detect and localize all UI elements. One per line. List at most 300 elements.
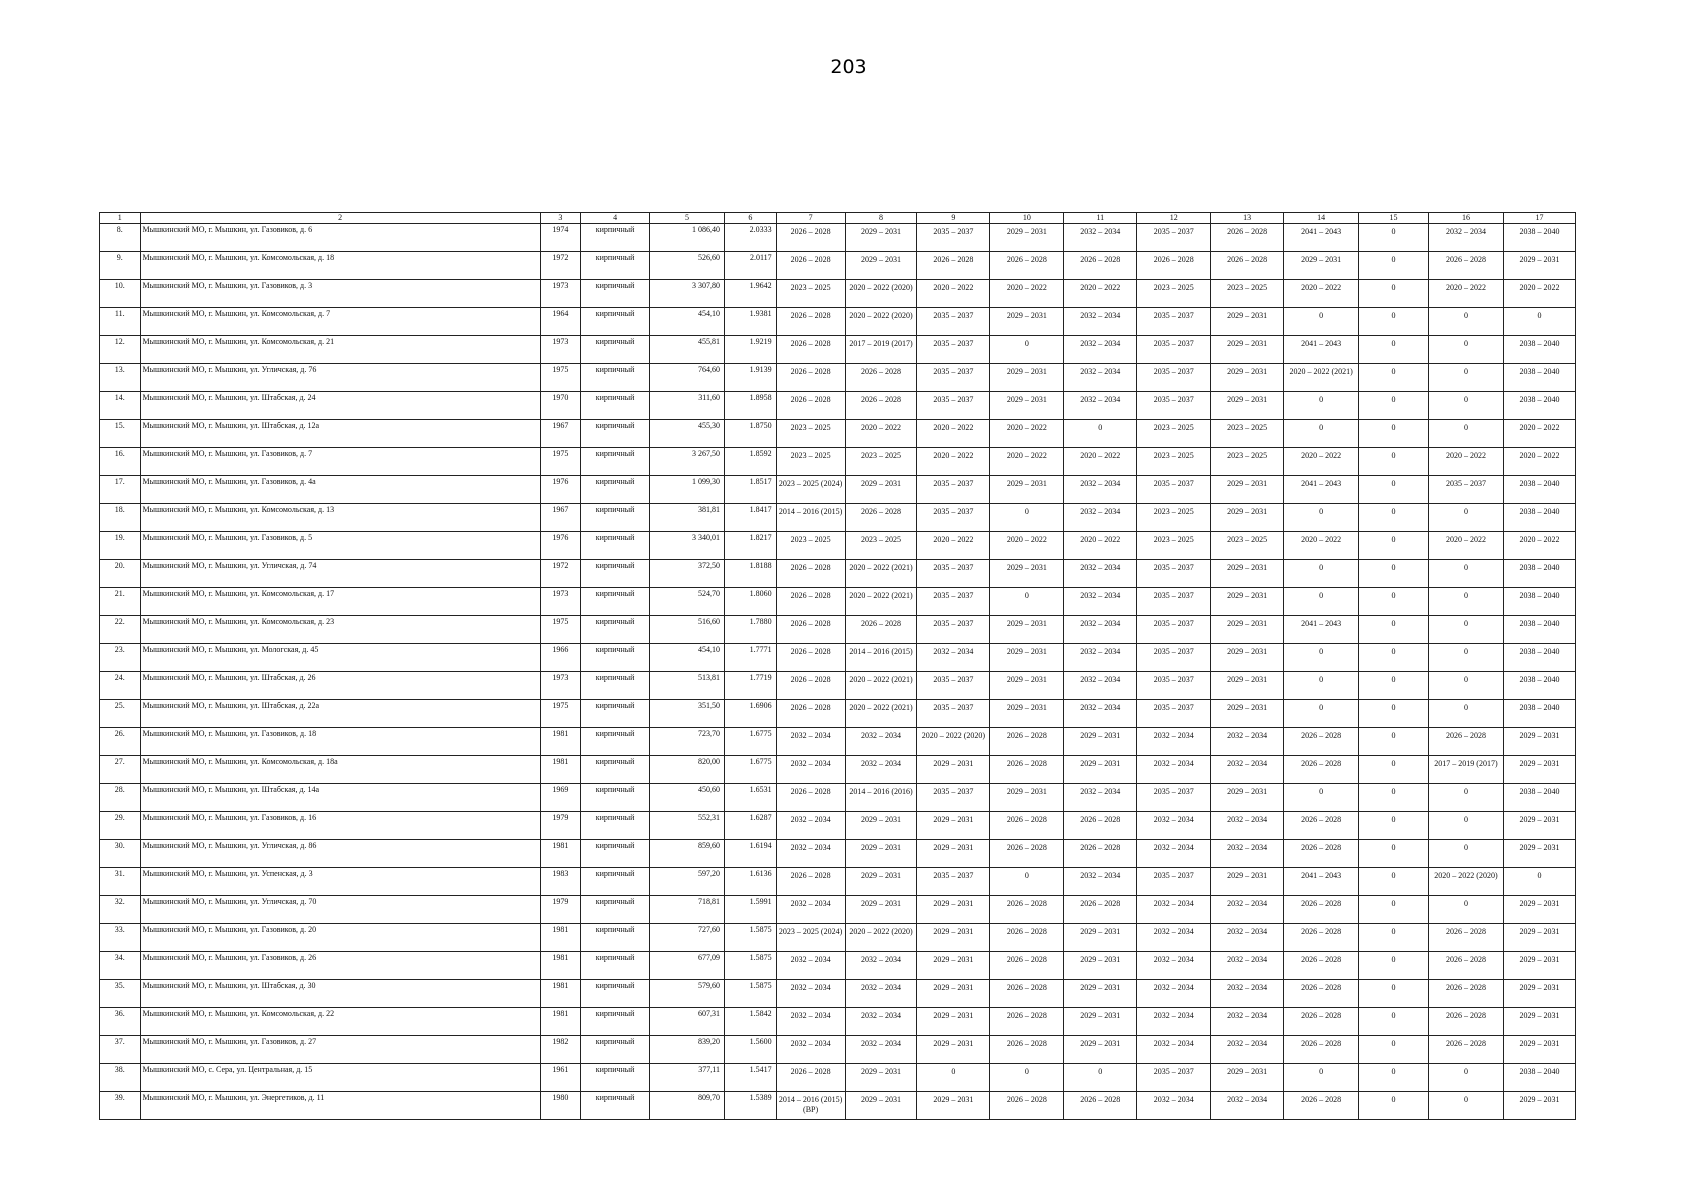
table-cell: 1983 <box>540 868 581 896</box>
table-cell: 2029 – 2031 <box>917 896 990 924</box>
table-cell: кирпичный <box>581 1092 650 1120</box>
table-cell: кирпичный <box>581 1064 650 1092</box>
column-header: 2 <box>140 213 540 224</box>
table-cell: 2026 – 2028 <box>990 1036 1064 1064</box>
table-cell: 2026 – 2028 <box>1284 1092 1359 1120</box>
table-cell: 2032 – 2034 <box>776 896 845 924</box>
table-cell: 1.6906 <box>725 700 777 728</box>
table-cell: 2014 – 2016 (2015) <box>776 504 845 532</box>
table-cell: 2023 – 2025 <box>1137 448 1211 476</box>
table-cell: 1973 <box>540 280 581 308</box>
table-cell: 2035 – 2037 <box>1137 560 1211 588</box>
table-cell: 2020 – 2022 (2020) <box>1428 868 1503 896</box>
table-cell: 552,31 <box>650 812 725 840</box>
table-cell: 2038 – 2040 <box>1503 672 1575 700</box>
table-cell: 2023 – 2025 <box>1211 280 1284 308</box>
table-row <box>100 840 1576 868</box>
table-cell: 2023 – 2025 <box>1211 532 1284 560</box>
table-cell: 2032 – 2034 <box>1064 224 1137 252</box>
table-cell: 2026 – 2028 <box>776 700 845 728</box>
table-cell: 0 <box>1359 532 1429 560</box>
table-cell: 2020 – 2022 <box>1503 280 1575 308</box>
table-cell: 2035 – 2037 <box>1137 364 1211 392</box>
address-cell: Мышкинский МО, г. Мышкин, ул. Комсомольская, д. 21 <box>140 336 540 364</box>
table-cell: 2038 – 2040 <box>1503 1064 1575 1092</box>
address-cell: Мышкинский МО, г. Мышкин, ул. Комсомольская, д. 17 <box>140 588 540 616</box>
table-cell: 1975 <box>540 616 581 644</box>
address-cell: Мышкинский МО, г. Мышкин, ул. Газовиков, д. 7 <box>140 448 540 476</box>
table-cell: 0 <box>1428 784 1503 812</box>
table-cell: 2020 – 2022 <box>1284 280 1359 308</box>
table-cell: 2032 – 2034 <box>1137 1092 1211 1120</box>
table-cell: 2026 – 2028 <box>845 616 917 644</box>
table-cell: 2029 – 2031 <box>845 868 917 896</box>
table-cell: 1.8417 <box>725 504 777 532</box>
table-row <box>100 980 1576 1008</box>
table-cell: 0 <box>1503 868 1575 896</box>
column-header: 10 <box>990 213 1064 224</box>
table-cell: 2029 – 2031 <box>845 1092 917 1120</box>
table-row <box>100 952 1576 980</box>
table-cell: 2032 – 2034 <box>1137 728 1211 756</box>
table-cell: 2029 – 2031 <box>1211 504 1284 532</box>
table-cell: 0 <box>1359 336 1429 364</box>
table-cell: 2026 – 2028 <box>990 1008 1064 1036</box>
table-cell: 2026 – 2028 <box>776 336 845 364</box>
table-cell: 516,60 <box>650 616 725 644</box>
table-cell: 2032 – 2034 <box>1428 224 1503 252</box>
table-cell: 2032 – 2034 <box>1064 700 1137 728</box>
table-cell: 820,00 <box>650 756 725 784</box>
address-cell: Мышкинский МО, г. Мышкин, ул. Газовиков, д. 27 <box>140 1036 540 1064</box>
row-number-cell: 13. <box>100 364 141 392</box>
column-header: 17 <box>1503 213 1575 224</box>
row-number-cell: 36. <box>100 1008 141 1036</box>
table-cell: 2035 – 2037 <box>917 560 990 588</box>
table-cell: 2029 – 2031 <box>1064 728 1137 756</box>
table-cell: 2026 – 2028 <box>1284 1036 1359 1064</box>
table-cell: 2020 – 2022 <box>1064 448 1137 476</box>
table-cell: 1964 <box>540 308 581 336</box>
table-cell: 2032 – 2034 <box>1137 896 1211 924</box>
table-cell: 1972 <box>540 560 581 588</box>
table-cell: 2041 – 2043 <box>1284 224 1359 252</box>
table-cell: 2026 – 2028 <box>990 896 1064 924</box>
table-cell: 1.8188 <box>725 560 777 588</box>
row-number-cell: 33. <box>100 924 141 952</box>
table-cell: 2035 – 2037 <box>1137 672 1211 700</box>
table-cell: кирпичный <box>581 868 650 896</box>
table-cell: 2026 – 2028 <box>1428 1008 1503 1036</box>
table-cell: кирпичный <box>581 308 650 336</box>
table-cell: 2029 – 2031 <box>1503 952 1575 980</box>
table-cell: 0 <box>1284 672 1359 700</box>
table-cell: 1.6775 <box>725 756 777 784</box>
table-cell: 2035 – 2037 <box>917 588 990 616</box>
table-cell: 2041 – 2043 <box>1284 336 1359 364</box>
table-cell: 1973 <box>540 588 581 616</box>
table-cell: 2023 – 2025 <box>1137 420 1211 448</box>
table-cell: 2026 – 2028 <box>990 980 1064 1008</box>
table-cell: 2026 – 2028 <box>776 224 845 252</box>
table-cell: 2020 – 2022 (2021) <box>845 672 917 700</box>
table-cell: 2029 – 2031 <box>1211 560 1284 588</box>
table-cell: 0 <box>1428 840 1503 868</box>
table-cell: 2026 – 2028 <box>1428 952 1503 980</box>
table-cell: 2023 – 2025 <box>776 420 845 448</box>
table-cell: 2026 – 2028 <box>1211 252 1284 280</box>
table-cell: 2020 – 2022 <box>845 420 917 448</box>
table-cell: 2020 – 2022 <box>1503 448 1575 476</box>
table-row <box>100 280 1576 308</box>
table-cell: 2035 – 2037 <box>1137 224 1211 252</box>
row-number-cell: 12. <box>100 336 141 364</box>
table-cell: 2014 – 2016 (2015) (ВР) <box>776 1092 845 1120</box>
table-cell: 1.6194 <box>725 840 777 868</box>
table-cell: 0 <box>1359 560 1429 588</box>
table-cell: кирпичный <box>581 476 650 504</box>
table-cell: 2026 – 2028 <box>990 252 1064 280</box>
address-cell: Мышкинский МО, г. Мышкин, ул. Газовиков, д. 6 <box>140 224 540 252</box>
table-cell: 2029 – 2031 <box>990 364 1064 392</box>
table-cell: кирпичный <box>581 1008 650 1036</box>
table-cell: 1967 <box>540 420 581 448</box>
table-cell: 2029 – 2031 <box>1503 840 1575 868</box>
table-cell: 2026 – 2028 <box>990 924 1064 952</box>
table-cell: 2023 – 2025 <box>1211 448 1284 476</box>
table-cell: 2035 – 2037 <box>1137 784 1211 812</box>
table-cell: 1975 <box>540 700 581 728</box>
table-cell: 2029 – 2031 <box>917 952 990 980</box>
table-cell: 2026 – 2028 <box>776 616 845 644</box>
table-cell: 2032 – 2034 <box>1064 672 1137 700</box>
row-number-cell: 38. <box>100 1064 141 1092</box>
table-cell: 2026 – 2028 <box>1284 1008 1359 1036</box>
table-cell: 0 <box>1428 700 1503 728</box>
table-cell: 2032 – 2034 <box>1137 1036 1211 1064</box>
table-cell: 2035 – 2037 <box>917 392 990 420</box>
table-cell: 2029 – 2031 <box>1064 980 1137 1008</box>
table-cell: 2041 – 2043 <box>1284 868 1359 896</box>
row-number-cell: 31. <box>100 868 141 896</box>
table-cell: 2020 – 2022 <box>990 280 1064 308</box>
address-cell: Мышкинский МО, г. Мышкин, ул. Угличская, д. 70 <box>140 896 540 924</box>
table-cell: 2029 – 2031 <box>845 896 917 924</box>
row-number-cell: 23. <box>100 644 141 672</box>
table-cell: 859,60 <box>650 840 725 868</box>
table-cell: 2023 – 2025 (2024) <box>776 924 845 952</box>
table-cell: 1980 <box>540 1092 581 1120</box>
table-cell: 2029 – 2031 <box>1503 896 1575 924</box>
table-cell: 0 <box>990 868 1064 896</box>
table-cell: 2026 – 2028 <box>990 840 1064 868</box>
row-number-cell: 34. <box>100 952 141 980</box>
table-cell: 377,11 <box>650 1064 725 1092</box>
table-cell: 2032 – 2034 <box>1211 1036 1284 1064</box>
table-cell: 0 <box>1359 252 1429 280</box>
table-cell: 0 <box>1428 504 1503 532</box>
row-number-cell: 17. <box>100 476 141 504</box>
table-cell: 2041 – 2043 <box>1284 616 1359 644</box>
column-header: 8 <box>845 213 917 224</box>
address-cell: Мышкинский МО, г. Мышкин, ул. Газовиков, д. 3 <box>140 280 540 308</box>
table-cell: кирпичный <box>581 980 650 1008</box>
table-cell: 2038 – 2040 <box>1503 588 1575 616</box>
table-cell: 1975 <box>540 364 581 392</box>
table-cell: 2020 – 2022 (2021) <box>1284 364 1359 392</box>
table-cell: кирпичный <box>581 560 650 588</box>
table-cell: 1.9642 <box>725 280 777 308</box>
table-cell: 2023 – 2025 <box>1211 420 1284 448</box>
table-cell: 1975 <box>540 448 581 476</box>
table-cell: 2032 – 2034 <box>1211 840 1284 868</box>
table-cell: 2023 – 2025 <box>845 448 917 476</box>
table-cell: 2026 – 2028 <box>917 252 990 280</box>
table-cell: 2038 – 2040 <box>1503 560 1575 588</box>
table-cell: 2026 – 2028 <box>1428 924 1503 952</box>
table-cell: 2026 – 2028 <box>1137 252 1211 280</box>
row-number-cell: 15. <box>100 420 141 448</box>
table-cell: 2029 – 2031 <box>990 392 1064 420</box>
table-cell: 1.9219 <box>725 336 777 364</box>
table-cell: 2032 – 2034 <box>1137 812 1211 840</box>
table-cell: 1.6287 <box>725 812 777 840</box>
table-cell: 2014 – 2016 (2015) <box>845 644 917 672</box>
table-cell: 2035 – 2037 <box>917 364 990 392</box>
column-number-row <box>100 213 1576 224</box>
table-row <box>100 532 1576 560</box>
table-cell: 2023 – 2025 (2024) <box>776 476 845 504</box>
table-cell: 2035 – 2037 <box>917 476 990 504</box>
address-cell: Мышкинский МО, г. Мышкин, ул. Комсомольская, д. 23 <box>140 616 540 644</box>
table-cell: 1.8060 <box>725 588 777 616</box>
table-cell: 2035 – 2037 <box>1137 308 1211 336</box>
table-cell: 2026 – 2028 <box>776 784 845 812</box>
table-cell: 311,60 <box>650 392 725 420</box>
table-cell: 2026 – 2028 <box>1428 1036 1503 1064</box>
table-cell: 2029 – 2031 <box>1211 868 1284 896</box>
table-cell: 2032 – 2034 <box>845 1008 917 1036</box>
table-cell: 2035 – 2037 <box>917 868 990 896</box>
row-number-cell: 10. <box>100 280 141 308</box>
row-number-cell: 27. <box>100 756 141 784</box>
table-cell: 0 <box>1359 420 1429 448</box>
table-cell: 2026 – 2028 <box>1284 728 1359 756</box>
table-cell: 0 <box>1428 812 1503 840</box>
table-cell: 0 <box>1359 812 1429 840</box>
table-cell: 2029 – 2031 <box>1064 756 1137 784</box>
table-cell: 2026 – 2028 <box>776 308 845 336</box>
table-cell: 2026 – 2028 <box>1064 1092 1137 1120</box>
table-cell: кирпичный <box>581 588 650 616</box>
table-cell: 1967 <box>540 504 581 532</box>
table-cell: 1 099,30 <box>650 476 725 504</box>
row-number-cell: 39. <box>100 1092 141 1120</box>
table-cell: 0 <box>1284 700 1359 728</box>
row-number-cell: 35. <box>100 980 141 1008</box>
table-cell: 2029 – 2031 <box>917 1008 990 1036</box>
table-cell: 2029 – 2031 <box>917 1036 990 1064</box>
table-cell: 2035 – 2037 <box>1137 392 1211 420</box>
table-cell: 2029 – 2031 <box>990 616 1064 644</box>
table-cell: 2029 – 2031 <box>1064 952 1137 980</box>
table-cell: кирпичный <box>581 784 650 812</box>
table-cell: 450,60 <box>650 784 725 812</box>
table-cell: 0 <box>1359 364 1429 392</box>
table-cell: 2029 – 2031 <box>917 1092 990 1120</box>
table-row <box>100 616 1576 644</box>
table-cell: 0 <box>1428 336 1503 364</box>
table-cell: 2026 – 2028 <box>1064 896 1137 924</box>
table-cell: 2032 – 2034 <box>1211 1008 1284 1036</box>
table-cell: 2026 – 2028 <box>776 1064 845 1092</box>
table-cell: 0 <box>1284 560 1359 588</box>
table-cell: 0 <box>1064 1064 1137 1092</box>
table-cell: 0 <box>1359 1092 1429 1120</box>
address-cell: Мышкинский МО, г. Мышкин, ул. Комсомольская, д. 22 <box>140 1008 540 1036</box>
table-cell: 1.8517 <box>725 476 777 504</box>
table-cell: 1966 <box>540 644 581 672</box>
table-cell: 2032 – 2034 <box>1137 952 1211 980</box>
table-cell: 2020 – 2022 <box>1064 532 1137 560</box>
table-row <box>100 812 1576 840</box>
table-cell: 0 <box>1284 784 1359 812</box>
table-cell: 2020 – 2022 <box>917 448 990 476</box>
table-cell: 1.8592 <box>725 448 777 476</box>
table-cell: кирпичный <box>581 392 650 420</box>
table-cell: 2035 – 2037 <box>917 308 990 336</box>
table-cell: 2032 – 2034 <box>1137 840 1211 868</box>
table-cell: кирпичный <box>581 1036 650 1064</box>
table-cell: 0 <box>1428 616 1503 644</box>
table-cell: 2026 – 2028 <box>776 868 845 896</box>
page-number: 203 <box>830 56 867 78</box>
column-header: 11 <box>1064 213 1137 224</box>
table-cell: 2032 – 2034 <box>1064 616 1137 644</box>
table-cell: 2041 – 2043 <box>1284 476 1359 504</box>
table-cell: 2026 – 2028 <box>1284 924 1359 952</box>
table-cell: 2035 – 2037 <box>917 784 990 812</box>
table-cell: 1.5875 <box>725 980 777 1008</box>
table-cell: кирпичный <box>581 616 650 644</box>
table-row <box>100 364 1576 392</box>
address-cell: Мышкинский МО, с. Сера, ул. Центральная, д. 15 <box>140 1064 540 1092</box>
table-row <box>100 868 1576 896</box>
table-cell: кирпичный <box>581 448 650 476</box>
table-cell: 2029 – 2031 <box>1064 1036 1137 1064</box>
table-cell: 2029 – 2031 <box>1211 616 1284 644</box>
table-cell: 1979 <box>540 812 581 840</box>
table-cell: 0 <box>1428 364 1503 392</box>
table-cell: 2023 – 2025 <box>1137 504 1211 532</box>
table-cell: 2032 – 2034 <box>1064 644 1137 672</box>
address-cell: Мышкинский МО, г. Мышкин, ул. Комсомольская, д. 18а <box>140 756 540 784</box>
table-cell: 1.5417 <box>725 1064 777 1092</box>
table-cell: 0 <box>1359 868 1429 896</box>
table-cell: 0 <box>1359 476 1429 504</box>
table-cell: 2038 – 2040 <box>1503 504 1575 532</box>
table-cell: 2017 – 2019 (2017) <box>1428 756 1503 784</box>
table-cell: 2032 – 2034 <box>1211 728 1284 756</box>
table-cell: кирпичный <box>581 896 650 924</box>
table-cell: 2020 – 2022 <box>1503 420 1575 448</box>
address-cell: Мышкинский МО, г. Мышкин, ул. Штабская, д. 24 <box>140 392 540 420</box>
table-cell: 2032 – 2034 <box>845 756 917 784</box>
table-cell: 1.7719 <box>725 672 777 700</box>
table-cell: 2032 – 2034 <box>1211 812 1284 840</box>
table-cell: 2032 – 2034 <box>776 840 845 868</box>
table-cell: кирпичный <box>581 644 650 672</box>
address-cell: Мышкинский МО, г. Мышкин, ул. Угличская, д. 74 <box>140 560 540 588</box>
table-row <box>100 756 1576 784</box>
table-cell: 2026 – 2028 <box>776 364 845 392</box>
table-cell: 1981 <box>540 980 581 1008</box>
table-cell: 2029 – 2031 <box>845 476 917 504</box>
table-cell: 2032 – 2034 <box>1064 392 1137 420</box>
table-cell: 0 <box>1428 1064 1503 1092</box>
row-number-cell: 22. <box>100 616 141 644</box>
table-row <box>100 252 1576 280</box>
table-cell: 2035 – 2037 <box>1137 1064 1211 1092</box>
table-cell: 2035 – 2037 <box>917 700 990 728</box>
table-cell: кирпичный <box>581 504 650 532</box>
table-cell: 1972 <box>540 252 581 280</box>
address-cell: Мышкинский МО, г. Мышкин, ул. Комсомольская, д. 18 <box>140 252 540 280</box>
table-cell: 2032 – 2034 <box>776 1036 845 1064</box>
table-row <box>100 784 1576 812</box>
table-cell: 2026 – 2028 <box>845 392 917 420</box>
table-cell: 2020 – 2022 <box>1428 280 1503 308</box>
column-header: 1 <box>100 213 141 224</box>
table-cell: 2029 – 2031 <box>1211 392 1284 420</box>
table-cell: 2029 – 2031 <box>1503 1008 1575 1036</box>
table-cell: 0 <box>1284 1064 1359 1092</box>
table-cell: 2026 – 2028 <box>845 364 917 392</box>
table-cell: 1976 <box>540 532 581 560</box>
table-cell: 0 <box>1428 1092 1503 1120</box>
row-number-cell: 37. <box>100 1036 141 1064</box>
table-cell: 0 <box>990 1064 1064 1092</box>
table-row <box>100 644 1576 672</box>
table-cell: 524,70 <box>650 588 725 616</box>
table-row <box>100 308 1576 336</box>
table-cell: 0 <box>990 504 1064 532</box>
table-row <box>100 1036 1576 1064</box>
address-cell: Мышкинский МО, г. Мышкин, ул. Угличская, д. 86 <box>140 840 540 868</box>
table-cell: 2035 – 2037 <box>1137 588 1211 616</box>
table-cell: 2029 – 2031 <box>917 924 990 952</box>
table-cell: 2029 – 2031 <box>845 1064 917 1092</box>
address-cell: Мышкинский МО, г. Мышкин, ул. Комсомольская, д. 13 <box>140 504 540 532</box>
row-number-cell: 11. <box>100 308 141 336</box>
table-cell: 2038 – 2040 <box>1503 616 1575 644</box>
row-number-cell: 24. <box>100 672 141 700</box>
table-cell: 2032 – 2034 <box>1137 1008 1211 1036</box>
table-cell: 1.9139 <box>725 364 777 392</box>
table-cell: 2.0333 <box>725 224 777 252</box>
table-cell: 2026 – 2028 <box>1428 728 1503 756</box>
table-cell: 2032 – 2034 <box>1137 756 1211 784</box>
table-cell: 0 <box>1064 420 1137 448</box>
table-cell: кирпичный <box>581 700 650 728</box>
table-cell: 0 <box>1284 504 1359 532</box>
table-cell: 2023 – 2025 <box>1137 532 1211 560</box>
table-cell: 2038 – 2040 <box>1503 784 1575 812</box>
table-cell: 1.5600 <box>725 1036 777 1064</box>
table-row <box>100 448 1576 476</box>
table-cell: 0 <box>1359 616 1429 644</box>
table-cell: 1.9381 <box>725 308 777 336</box>
